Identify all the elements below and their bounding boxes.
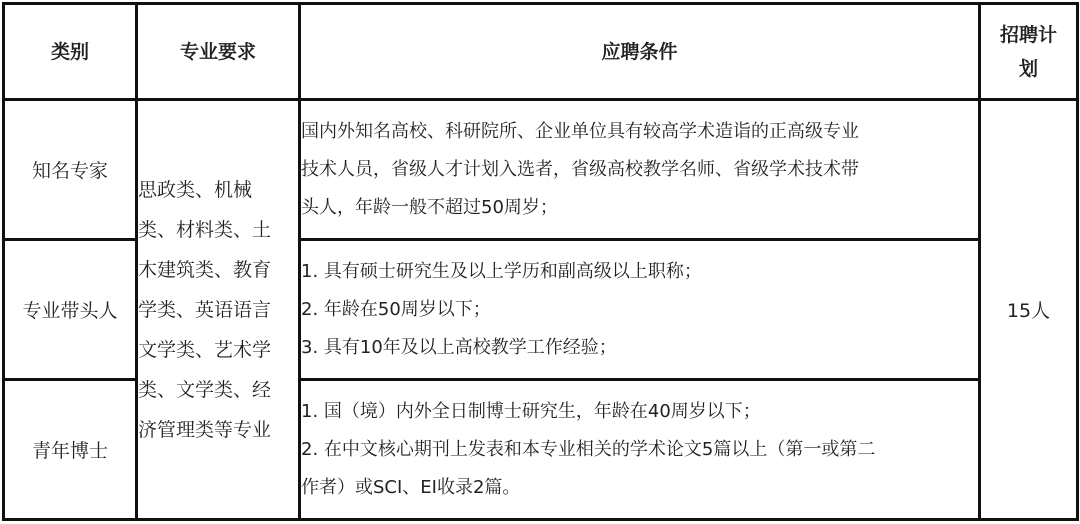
condition-line: 技术人员，省级人才计划入选者，省级高校教学名师、省级学术技术带: [301, 158, 859, 180]
condition-line: 2. 在中文核心期刊上发表和本专业相关的学术论文5篇以上（第一或第二: [301, 438, 876, 460]
table-header-row: [4, 4, 1078, 100]
header-plan-line1: 招聘计: [999, 23, 1057, 46]
condition-line: 头人，年龄一般不超过50周岁；: [301, 196, 558, 218]
category-cell: 青年博士: [4, 380, 137, 520]
header-conditions: 应聘条件: [300, 4, 980, 100]
major-line: 类、材料类、土: [138, 218, 272, 241]
major-line: 学类、英语语言: [138, 298, 272, 321]
header-plan-line2: 划: [1018, 57, 1038, 80]
condition-line: 1. 具有硕士研究生及以上学历和副高级以上职称；: [301, 260, 702, 282]
category-cell: 知名专家: [4, 100, 137, 240]
condition-line: 作者）或SCI、EI收录2篇。: [301, 476, 521, 498]
header-plan: [980, 4, 1078, 100]
plan-cell: 15人: [980, 100, 1078, 520]
major-line: 木建筑类、教育: [138, 258, 272, 281]
major-line: 类、文学类、经: [138, 378, 272, 401]
category-cell: 专业带头人: [4, 240, 137, 380]
header-major: 专业要求: [137, 4, 300, 100]
condition-line: 2. 年龄在50周岁以下；: [301, 298, 491, 320]
recruitment-table: [2, 2, 1079, 521]
conditions-cell: [300, 380, 980, 520]
conditions-cell: [300, 240, 980, 380]
table-row: [4, 100, 1078, 240]
conditions-cell: [300, 100, 980, 240]
major-line: 思政类、机械: [138, 178, 253, 201]
condition-line: 3. 具有10年及以上高校教学工作经验；: [301, 336, 617, 358]
condition-line: 国内外知名高校、科研院所、企业单位具有较高学术造诣的正高级专业: [301, 120, 859, 142]
major-line: 文学类、艺术学: [138, 338, 272, 361]
header-category: 类别: [4, 4, 137, 100]
major-line: 济管理类等专业: [138, 418, 272, 441]
major-requirements-cell: [137, 100, 300, 520]
condition-line: 1. 国（境）内外全日制博士研究生，年龄在40周岁以下；: [301, 400, 761, 422]
